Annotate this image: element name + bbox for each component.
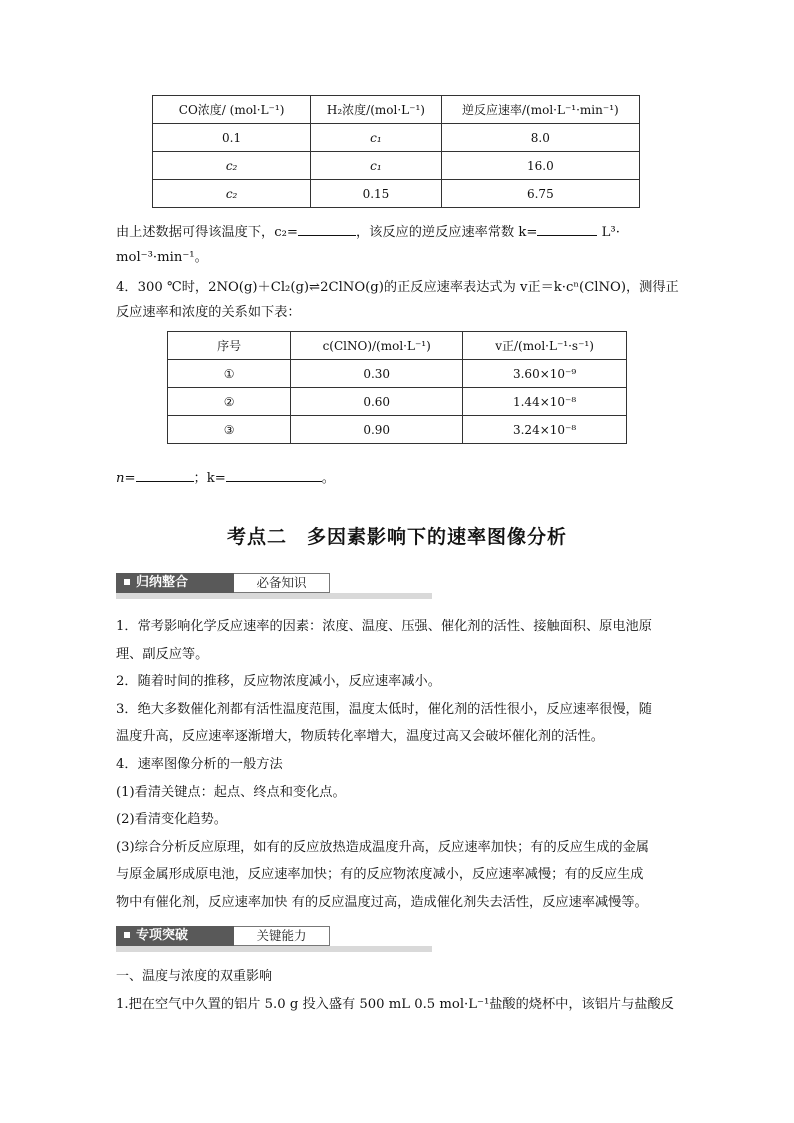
square-bullet-icon <box>124 932 130 938</box>
q3-text-unit: L³· <box>601 225 620 240</box>
banner-dark-label <box>116 573 234 593</box>
knowledge-points <box>116 613 686 917</box>
banner-light-label: 关键能力 <box>234 926 330 946</box>
banner-summary <box>116 573 432 601</box>
table-cell: 0.60 <box>291 388 463 416</box>
answer-label-k: ；k= <box>193 471 226 486</box>
q3-text-part1: 由上述数据可得该温度下，c₂= <box>116 225 298 240</box>
table-cell: 16.0 <box>441 152 639 180</box>
answer-label-n: n= <box>116 471 136 486</box>
table-cell: 0.15 <box>311 180 442 208</box>
table-row <box>153 124 640 152</box>
table-row <box>168 360 627 388</box>
table-cell: ① <box>168 360 291 388</box>
table-header-cell: c(ClNO)/(mol·L⁻¹) <box>291 332 463 360</box>
point-line: (3)综合分析反应原理，如有的反应放热造成温度升高，反应速率加快；有的反应生成的金属 <box>116 839 649 855</box>
question-1-text: 1.把在空气中久置的铝片 5.0 g 投入盛有 500 mL 0.5 mol·L⁻¹盐酸的烧杯中，该铝片与盐酸反 <box>116 997 674 1012</box>
answer-blank-n[interactable] <box>136 467 194 482</box>
table-cell: c₂ <box>153 152 311 180</box>
section-title: 考点二 多因素影响下的速率图像分析 <box>226 526 567 548</box>
point-line: 3．绝大多数催化剂都有活性温度范围，温度太低时，催化剂的活性很小，反应速率很慢，随 <box>116 701 652 717</box>
q3-text-unit2: mol⁻³·min⁻¹。 <box>116 250 208 265</box>
point-line: 温度升高，反应速率逐渐增大，物质转化率增大，温度过高又会破坏催化剂的活性。 <box>116 729 604 745</box>
table-cell: ② <box>168 388 291 416</box>
table-header-cell: 序号 <box>168 332 291 360</box>
table-header-cell: v正/(mol·L⁻¹·s⁻¹) <box>463 332 627 360</box>
table-header-cell: H₂浓度/(mol·L⁻¹) <box>311 96 442 124</box>
point-line: (2)看清变化趋势。 <box>116 812 227 828</box>
table-cell: 3.24×10⁻⁸ <box>463 416 627 444</box>
answer-blank-k2[interactable] <box>226 467 322 482</box>
table-cell: ③ <box>168 416 291 444</box>
table-header-row <box>153 96 640 124</box>
table-cell: 0.30 <box>291 360 463 388</box>
table-cell: 1.44×10⁻⁸ <box>463 388 627 416</box>
q4-line-1: 4．300 ℃时，2NO(g)＋Cl₂(g)⇌2ClNO(g)的正反应速率表达式为 v正＝k·cⁿ(ClNO)，测得正 <box>116 280 679 295</box>
table-row <box>153 152 640 180</box>
table-cell: 0.1 <box>153 124 311 152</box>
table-cell: 8.0 <box>441 124 639 152</box>
banner-dark-text: 归纳整合 <box>136 575 189 590</box>
banner-light-label: 必备知识 <box>234 573 330 593</box>
square-bullet-icon <box>124 579 130 585</box>
answer-blank-k[interactable] <box>537 221 597 236</box>
table-cell: c₂ <box>153 180 311 208</box>
table-clno-rate <box>167 331 627 444</box>
banner-practice <box>116 926 432 954</box>
answer-blank-c2[interactable] <box>298 221 356 236</box>
q4-line-2: 反应速率和浓度的关系如下表： <box>116 305 301 320</box>
table-cell: 3.60×10⁻⁹ <box>463 360 627 388</box>
point-line: 2．随着时间的推移，反应物浓度减小，反应速率减小。 <box>116 674 441 690</box>
table-cell: 6.75 <box>441 180 639 208</box>
point-line: 4．速率图像分析的一般方法 <box>116 756 283 772</box>
question-4-answer-line <box>116 466 686 491</box>
banner-dark-text: 专项突破 <box>136 928 189 943</box>
table-header-cell: CO浓度/ (mol·L⁻¹) <box>153 96 311 124</box>
q3-text-part2: ，该反应的逆反应速率常数 k= <box>355 225 538 240</box>
table-header-cell: 逆反应速率/(mol·L⁻¹·min⁻¹) <box>441 96 639 124</box>
table-co-h2-rate <box>152 95 640 208</box>
point-line: 理、副反应等。 <box>116 646 209 662</box>
table-row <box>168 388 627 416</box>
banner-stripe <box>116 946 432 952</box>
table-row <box>168 416 627 444</box>
point-line: 物中有催化剂，反应速率加快 有的反应温度过高，造成催化剂失去活性，反应速率减慢等。 <box>116 894 648 910</box>
answer-end: 。 <box>321 471 335 486</box>
table-row <box>153 180 640 208</box>
banner-stripe <box>116 593 432 599</box>
sub-heading: 一、温度与浓度的双重影响 <box>116 969 273 984</box>
table-cell: 0.90 <box>291 416 463 444</box>
point-line: 1．常考影响化学反应速率的因素：浓度、温度、压强、催化剂的活性、接触面积、原电池原 <box>116 619 652 634</box>
point-line: 与原金属形成原电池，反应速率加快；有的反应物浓度减小，反应速率减慢；有的反应生成 <box>116 867 644 883</box>
table-cell: c₁ <box>311 152 442 180</box>
point-line: (1)看清关键点：起点、终点和变化点。 <box>116 784 346 800</box>
banner-dark-label <box>116 926 234 946</box>
question-4-text <box>116 275 686 325</box>
table-cell: c₁ <box>311 124 442 152</box>
table-header-row <box>168 332 627 360</box>
question-3-text <box>116 220 686 270</box>
